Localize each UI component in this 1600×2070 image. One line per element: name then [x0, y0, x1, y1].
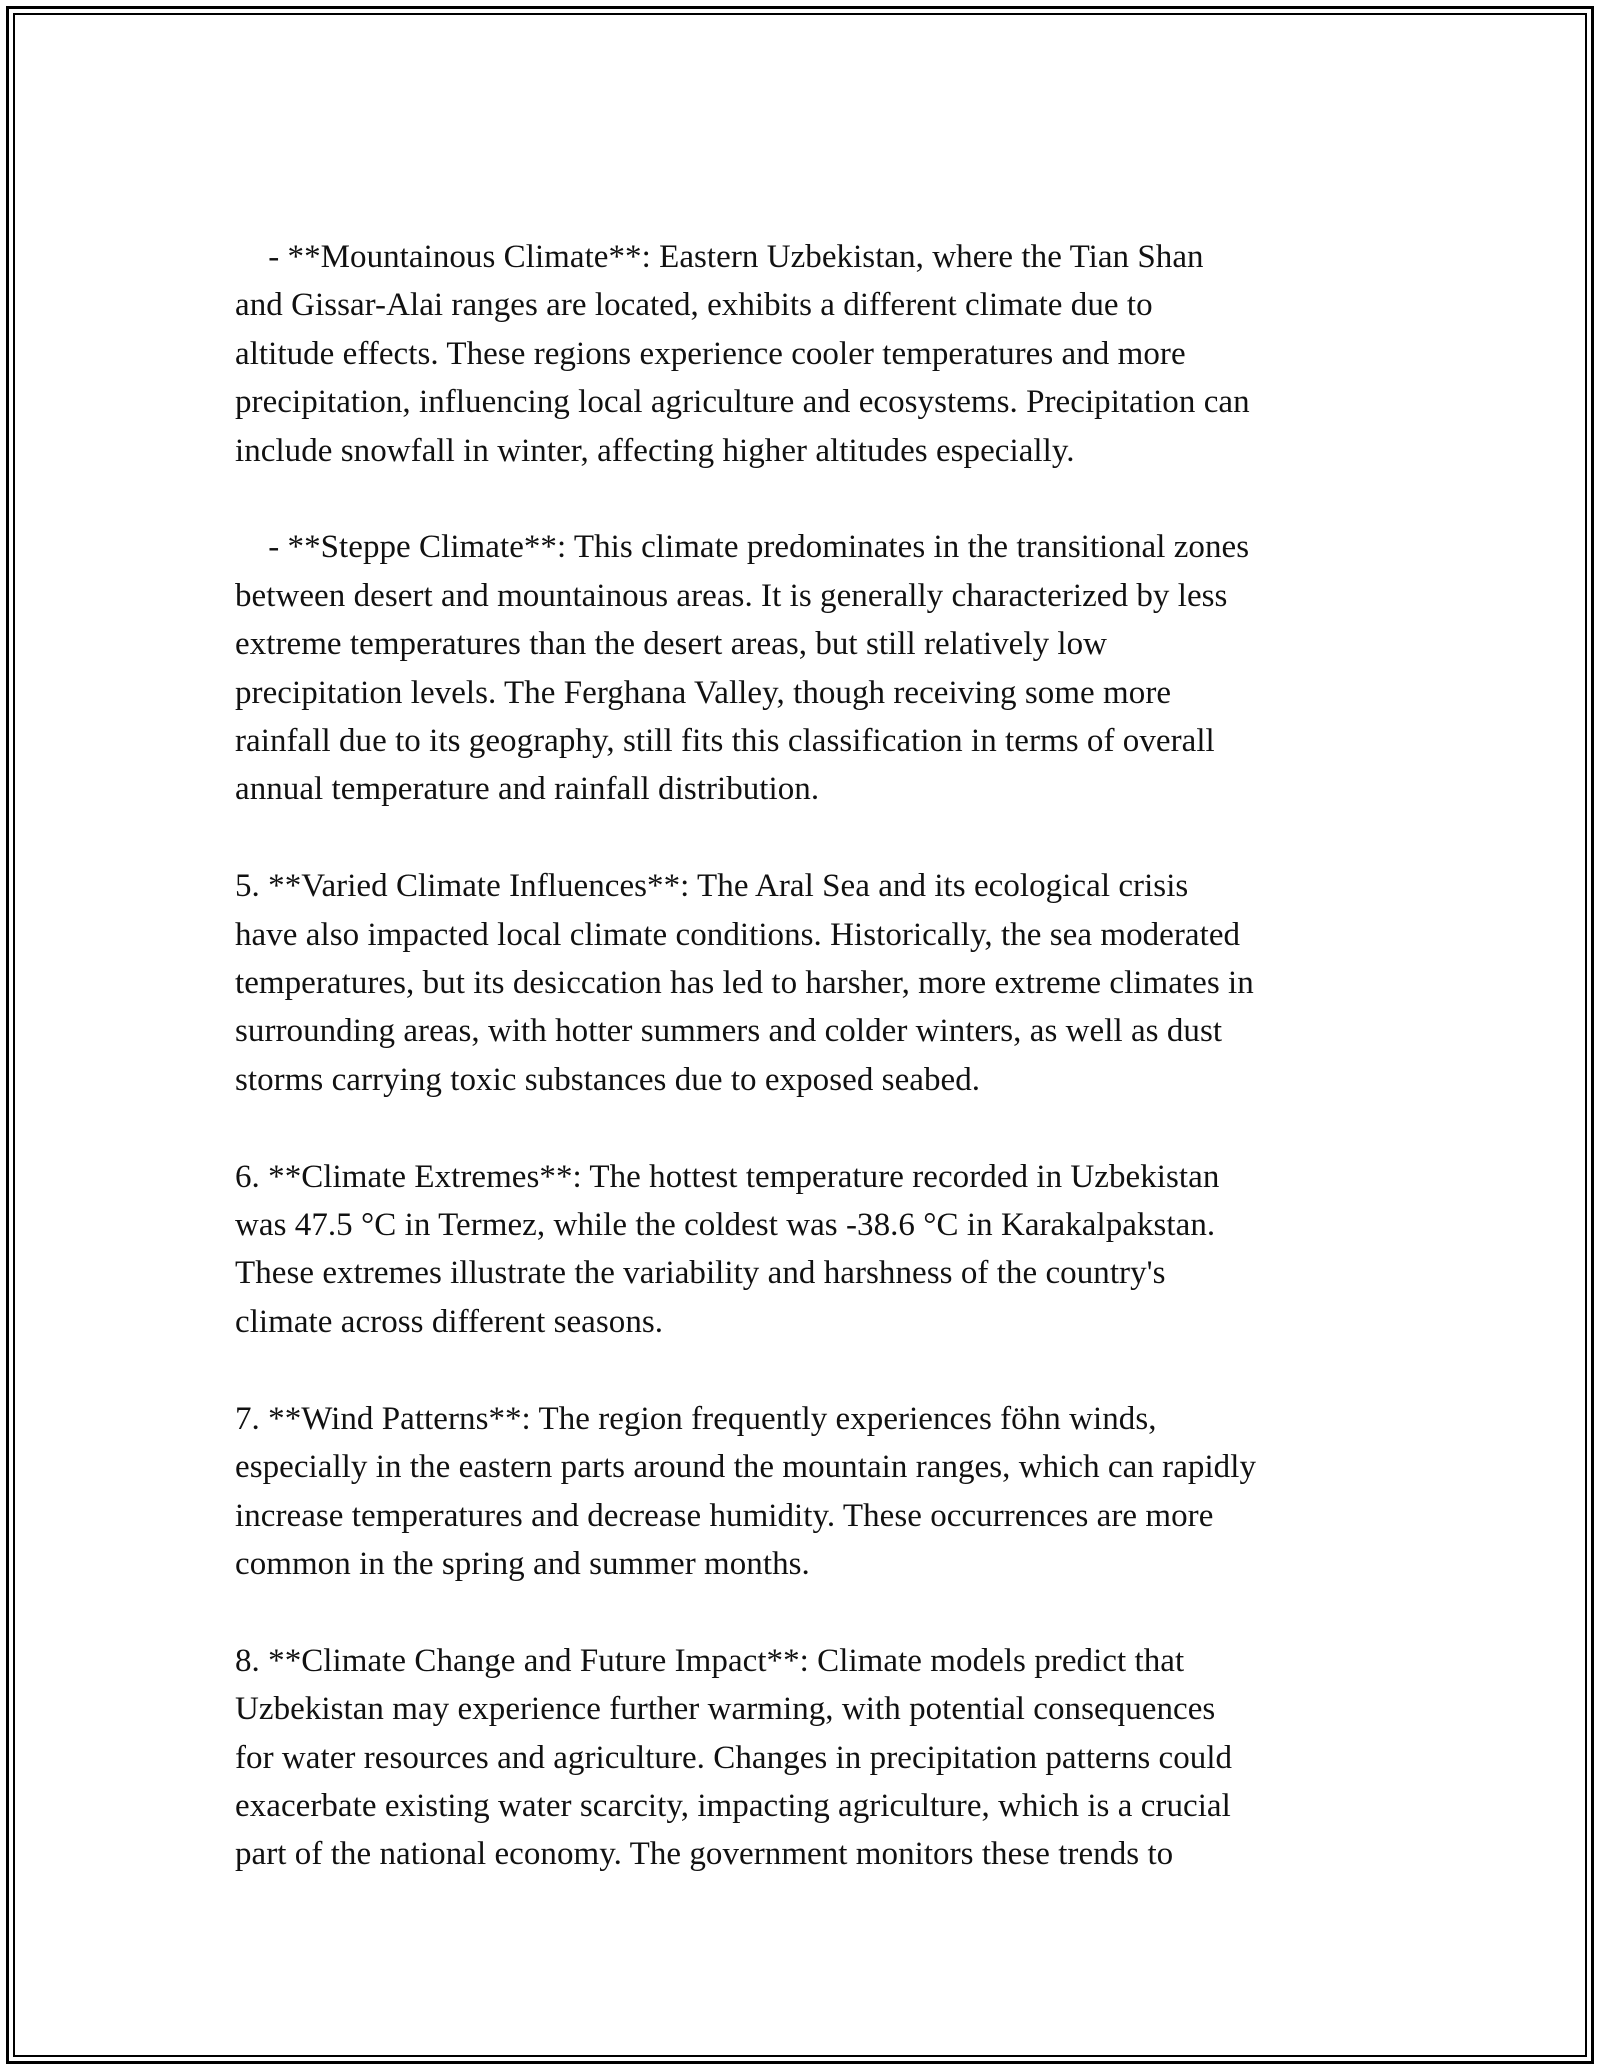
paragraph-climate-change: 8. **Climate Change and Future Impact**: Climate models predict that Uzbekistan may experience further warming, with potential consequences for water resources and agriculture. Changes in precipitation patterns could exacerbate existing water scarcity, impacting agriculture, which is a crucial part of the national economy. The government monitors these trends to — [235, 1642, 1233, 1873]
paragraph-mountainous-climate: - **Mountainous Climate**: Eastern Uzbekistan, where the Tian Shan and Gissar-Alai ranges are located, exhibits a different climate due to altitude effects. These regions experience cooler temperatures and more precipitation, influencing local agriculture and ecosystems. Precipitation can include snowfall in winter, affecting higher altitudes especially. — [235, 239, 1250, 469]
paragraph-climate-extremes: 6. **Climate Extremes**: The hottest temperature recorded in Uzbekistan was 47.5 °C in Termez, while the coldest was -38.6 °C in Karakalpakstan. These extremes illustrate the variability and harshness of the country's climate across different seasons. — [235, 1158, 1220, 1340]
paragraph-wind-patterns: 7. **Wind Patterns**: The region frequently experiences föhn winds, especially in the eastern parts around the mountain ranges, which can rapidly increase temperatures and decrease humidity. These occurrences are more common in the spring and summer months. — [235, 1400, 1256, 1582]
document-body — [235, 233, 1375, 1879]
paragraph-steppe-climate: - **Steppe Climate**: This climate predominates in the transitional zones between desert and mountainous areas. It is generally characterized by less extreme temperatures than the desert areas, but still relatively low precipitation levels. The Ferghana Valley, though receiving some more rainfall due to its geography, still fits this classification in terms of overall annual temperature and rainfall distribution. — [235, 529, 1250, 808]
paragraph-varied-climate-influences: 5. **Varied Climate Influences**: The Aral Sea and its ecological crisis have also impacted local climate conditions. Historically, the sea moderated temperatures, but its desiccation has led to harsher, more extreme climates in surrounding areas, with hotter summers and colder winters, as well as dust storms carrying toxic substances due to exposed seabed. — [235, 868, 1254, 1098]
